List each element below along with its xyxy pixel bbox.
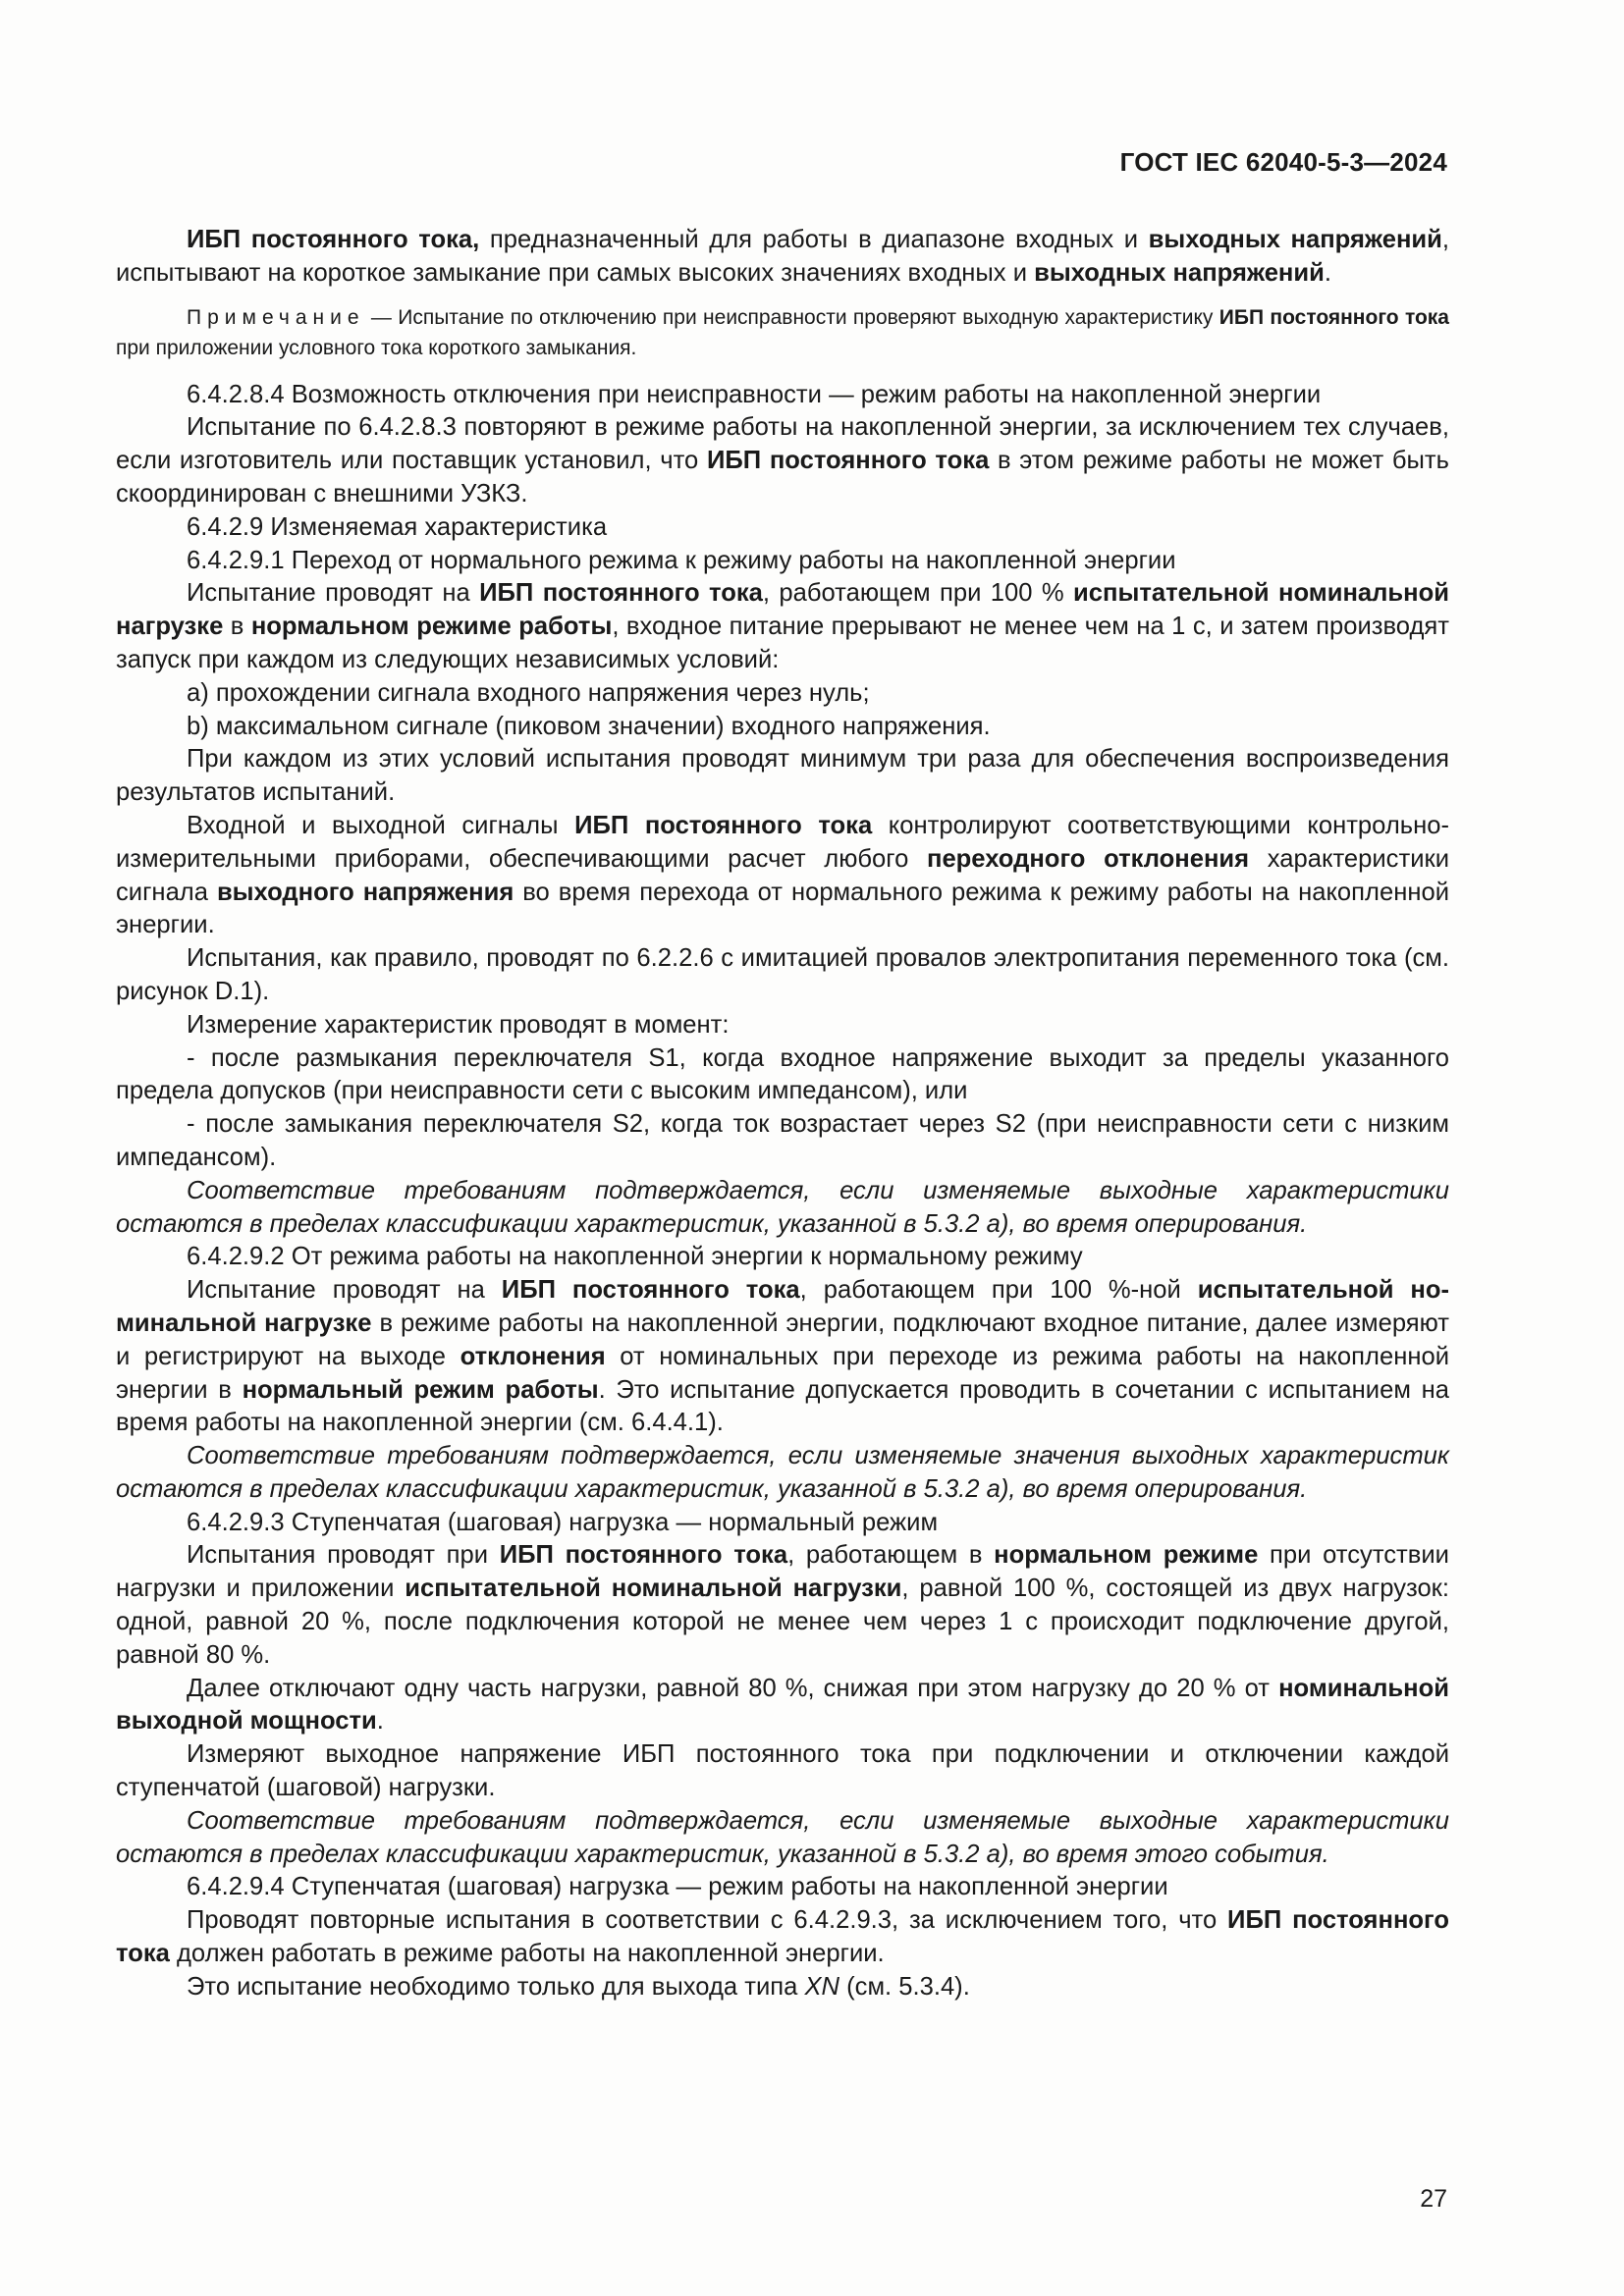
document-code-header: ГОСТ IEC 62040-5-3—2024 [1119,147,1447,177]
note-label: Примечание [187,305,365,329]
paragraph: Это испытание необходимо только для выхода типа XN (см. 5.3.4). [187,1972,970,2001]
note-text: — Испытание по отключению при неисправности проверяют выходную характеристику ИБП постоянного тока при приложении условного тока короткого замыкания. [116,305,1449,359]
paragraph: Испытание по 6.4.2.8.3 повторяют в режиме работы на накопленной энергии, за исключением тех случаев, если изготовитель или поставщик установил, что ИБП постоянного тока в этом режиме работы не может быть скоординирован с внешними УЗКЗ. [116,413,1449,507]
compliance-statement: Соответствие требованиям подтверждается, если изменяемые значения выходных характеристик остаются в пределах классификации характеристик, указанной в 5.3.2 а), во время оперирования. [116,1442,1449,1503]
paragraph: Далее отключают одну часть нагрузки, равной 80 %, снижая при этом нагрузку до 20 % от номинальной выходной мощности. [116,1674,1449,1735]
paragraph: Входной и выходной сигналы ИБП постоянного тока контролируют соответствующими контрольно-измерительными приборами, обеспечивающими расчет любого переходного отклонения характеристики сигнала выходного напряжения во время перехода от нормального режима к режиму работы на накопленной энергии. [116,811,1450,939]
paragraph: Испытание проводят на ИБП постоянного тока, работающем при 100 % испытательной номинальной нагрузке в нормальном режиме работы, входное питание прерывают не менее чем на 1 с, и затем производят запуск при каждом из следующих независимых условий: [116,579,1449,673]
section-heading: 6.4.2.9.3 Ступенчатая (шаговая) нагрузка — нормальный режим [187,1508,939,1536]
list-item: a) прохождении сигнала входного напряжения через нуль; [187,678,870,707]
section-heading: 6.4.2.9.4 Ступенчатая (шаговая) нагрузка — режим работы на накопленной энергии [187,1873,1168,1901]
paragraph: Испытания проводят при ИБП постоянного тока, работающем в нормальном режиме при отсутствии нагрузки и приложении испытательной номинальной нагрузки, равной 100 %, состоящей из двух нагрузок: одной, равной 20 %, после подключения которой не менее чем через 1 с происходит подключение другой, равной 80 %. [116,1541,1449,1669]
list-item: - после размыкания переключателя S1, когда входное напряжение выходит за пределы указанного предела допусков (при неисправности сети с высоким импедансом), или [116,1043,1449,1105]
paragraph: ИБП постоянного тока, предназначенный для работы в диапазоне входных и выходных напряжений, испытывают на короткое замыкание при самых высоких значениях входных и выходных напряжений. [116,226,1449,287]
section-heading: 6.4.2.9.2 От режима работы на накопленной энергии к нормальному режиму [187,1243,1083,1271]
compliance-statement: Соответствие требованиям подтверждается, если изменяемые выходные характеристики остаются в пределах классификации характеристик, указанной в 5.3.2 а), во время оперирования. [116,1176,1449,1238]
section-heading: 6.4.2.9 Изменяемая характеристика [187,512,608,541]
page-number: 27 [1420,2185,1447,2213]
compliance-statement: Соответствие требованиям подтверждается, если изменяемые выходные характеристики остаются в пределах классификации характеристик, указанной в 5.3.2 а), во время этого события. [116,1806,1449,1868]
paragraph: Проводят повторные испытания в соответствии с 6.4.2.9.3, за исключением того, что ИБП постоянного тока должен работать в режиме работы на накопленной энергии. [116,1906,1449,1968]
paragraph: Измерение характеристик проводят в момент: [187,1010,730,1039]
note-paragraph [116,302,1449,363]
paragraph: Испытания, как правило, проводят по 6.2.2.6 с имитацией провалов электропитания переменного тока (см. рисунок D.1). [116,944,1449,1005]
list-item: b) максимальном сигнале (пиковом значении) входного напряжения. [187,712,991,740]
paragraph: При каждом из этих условий испытания проводят минимум три раза для обеспечения воспроизведения результатов испытаний. [116,745,1449,807]
section-heading: 6.4.2.9.1 Переход от нормального режима к режиму работы на накопленной энергии [187,546,1176,574]
paragraph: Испытание проводят на ИБП постоянного тока, работающем при 100 %-ной испытательной номинальной нагрузке в режиме работы на накопленной энергии, подключают входное питание, далее измеряют и регистрируют на выходе отклонения от номинальных при переходе из режима работы на накопленной энергии в нормальный режим работы. Это испытание допускается проводить в сочетании с испытанием на время работы на накопленной энергии (см. 6.4.4.1). [116,1276,1449,1437]
section-heading: 6.4.2.8.4 Возможность отключения при неисправности — режим работы на накопленной энергии [187,380,1322,408]
paragraph: Измеряют выходное напряжение ИБП постоянного тока при подключении и отключении каждой ступенчатой (шаговой) нагрузки. [116,1740,1449,1802]
list-item: - после замыкания переключателя S2, когда ток возрастает через S2 (при неисправности сети с низким импедансом). [116,1110,1449,1171]
document-body [116,224,1449,2004]
